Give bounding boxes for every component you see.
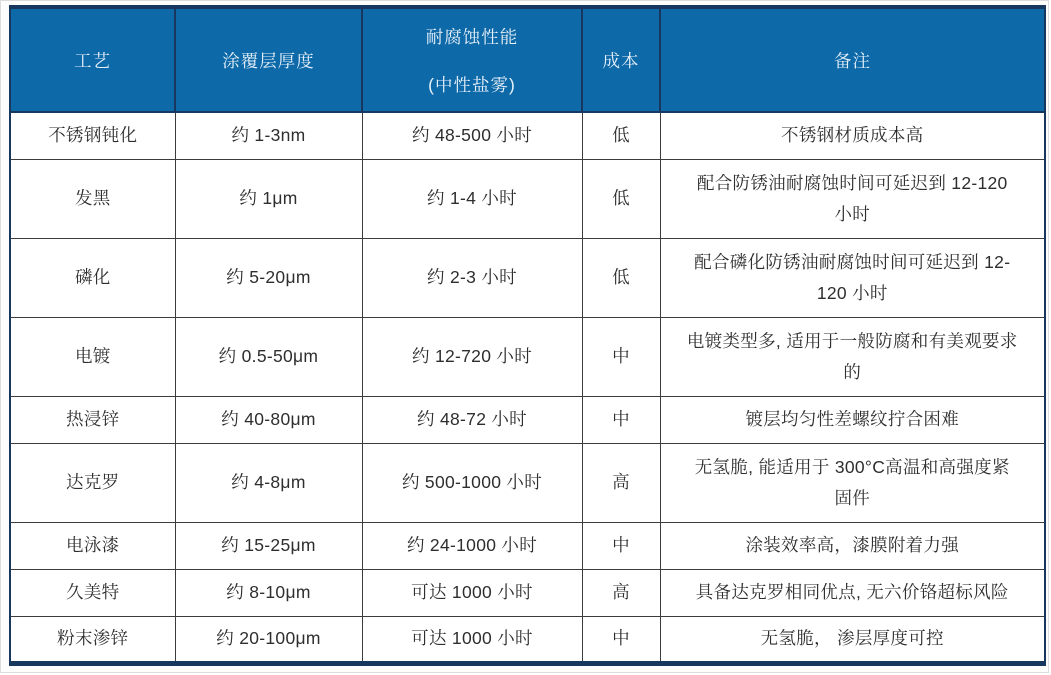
table-row-blackening [10,159,1045,238]
cell-process: 热浸锌 [10,396,175,443]
col-header-corrosion [362,7,582,112]
cell-note: 无氢脆, 能适用于 300°C高温和高强度紧固件 [660,443,1045,522]
cell-thickness: 约 5-20μm [175,238,362,317]
cell-thickness: 约 8-10μm [175,569,362,616]
table-row-phosphating [10,238,1045,317]
col-header-corrosion-title: 耐腐蚀性能 [425,27,519,47]
table-row-geomet [10,569,1045,616]
cell-corrosion: 约 12-720 小时 [362,317,582,396]
cell-corrosion: 可达 1000 小时 [362,569,582,616]
cell-corrosion: 约 24-1000 小时 [362,522,582,569]
col-header-cost: 成本 [582,7,660,112]
table-row-sherardizing [10,616,1045,663]
cell-note: 涂装效率高，漆膜附着力强 [660,522,1045,569]
cell-thickness: 约 4-8μm [175,443,362,522]
cell-process: 电镀 [10,317,175,396]
cell-thickness: 约 0.5-50μm [175,317,362,396]
cell-cost: 中 [582,616,660,663]
cell-cost: 低 [582,112,660,159]
cell-process: 达克罗 [10,443,175,522]
cell-note: 具备达克罗相同优点, 无六价铬超标风险 [660,569,1045,616]
cell-cost: 中 [582,396,660,443]
cell-cost: 高 [582,569,660,616]
cell-process: 久美特 [10,569,175,616]
cell-thickness: 约 15-25μm [175,522,362,569]
table-row-electrophoretic-paint [10,522,1045,569]
cell-process: 电泳漆 [10,522,175,569]
cell-thickness: 约 1μm [175,159,362,238]
cell-note: 镀层均匀性差螺纹拧合困难 [660,396,1045,443]
surface-treatment-table [9,5,1046,666]
cell-corrosion: 约 48-72 小时 [362,396,582,443]
col-header-process: 工艺 [10,7,175,112]
cell-cost: 高 [582,443,660,522]
cell-note: 无氢脆， 渗层厚度可控 [660,616,1045,663]
cell-cost: 低 [582,238,660,317]
cell-note: 配合防锈油耐腐蚀时间可延迟到 12-120 小时 [660,159,1045,238]
cell-cost: 中 [582,317,660,396]
cell-thickness: 约 1-3nm [175,112,362,159]
table-row-stainless-passivation [10,112,1045,159]
cell-thickness: 约 40-80μm [175,396,362,443]
cell-note: 不锈钢材质成本高 [660,112,1045,159]
col-header-corrosion-subtitle: (中性盐雾) [428,75,516,95]
cell-process: 不锈钢钝化 [10,112,175,159]
cell-process: 磷化 [10,238,175,317]
col-header-notes: 备注 [660,7,1045,112]
col-header-thickness: 涂覆层厚度 [175,7,362,112]
cell-process: 粉末渗锌 [10,616,175,663]
cell-process: 发黑 [10,159,175,238]
cell-corrosion: 约 48-500 小时 [362,112,582,159]
cell-thickness: 约 20-100μm [175,616,362,663]
cell-corrosion: 约 500-1000 小时 [362,443,582,522]
cell-cost: 低 [582,159,660,238]
table-row-dacromet [10,443,1045,522]
table-row-hot-dip-zinc [10,396,1045,443]
cell-corrosion: 约 1-4 小时 [362,159,582,238]
corrosion-header-stack [363,9,581,111]
header-row [10,7,1045,112]
cell-corrosion: 可达 1000 小时 [362,616,582,663]
cell-cost: 中 [582,522,660,569]
cell-note: 配合磷化防锈油耐腐蚀时间可延迟到 12-120 小时 [660,238,1045,317]
table-row-electroplating [10,317,1045,396]
cell-note: 电镀类型多, 适用于一般防腐和有美观要求的 [660,317,1045,396]
cell-corrosion: 约 2-3 小时 [362,238,582,317]
